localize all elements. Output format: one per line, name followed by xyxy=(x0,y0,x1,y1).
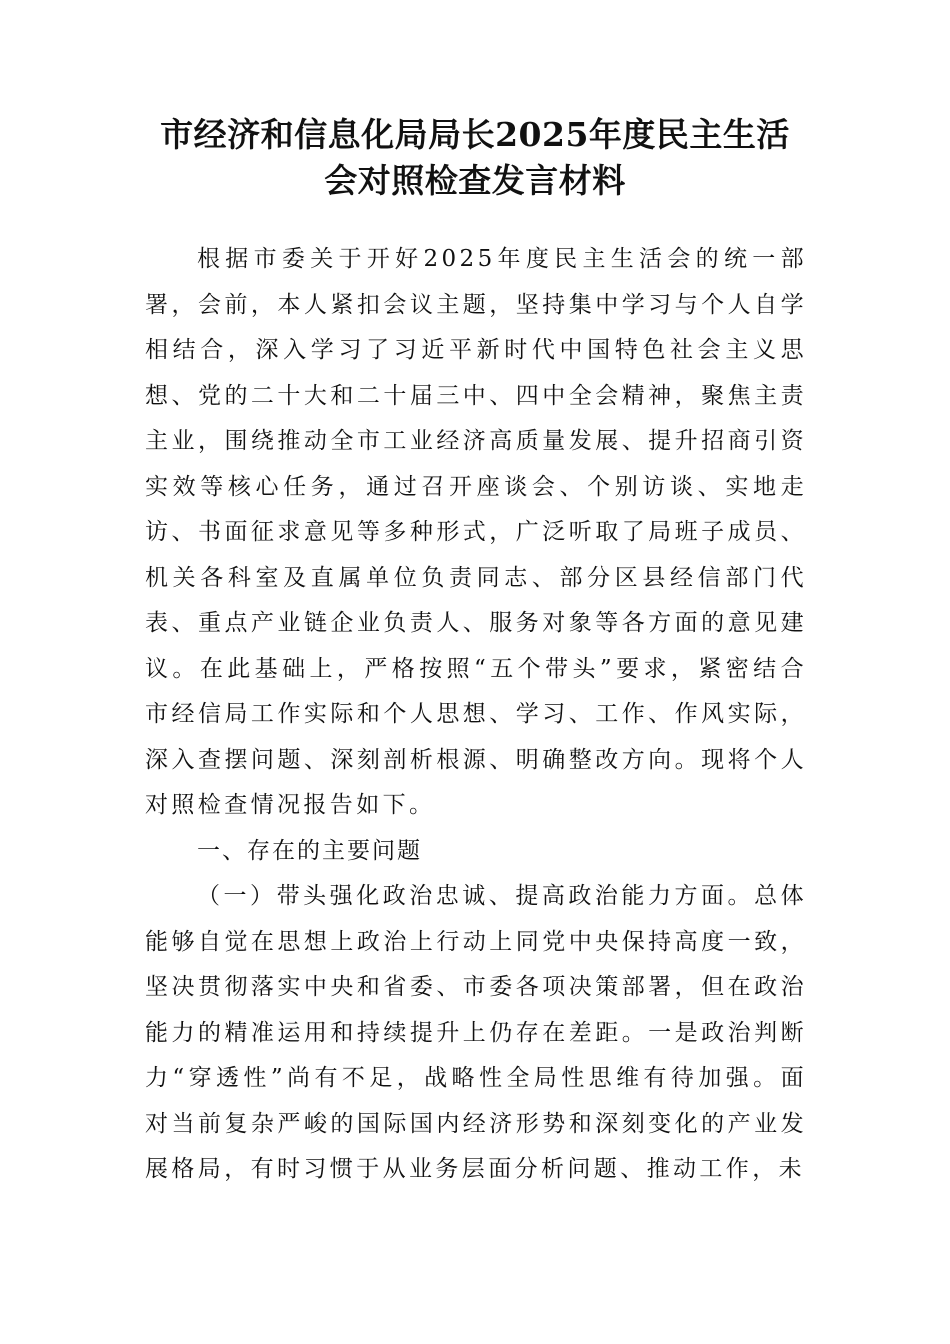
title-line-2: 会对照检查发言材料 xyxy=(324,161,626,200)
intro-paragraph: 根据市委关于开好2025年度民主生活会的统一部署，会前，本人紧扣会议主题，坚持集中学习与个人自学相结合，深入学习了习近平新时代中国特色社会主义思想、党的二十大和二十届三中、四中全会精神，聚焦主责主业，围绕推动全市工业经济高质量发展、提升招商引资实效等核心任务，通过召开座谈会、个别访谈、实地走访、书面征求意见等多种形式，广泛听取了局班子成员、机关各科室及直属单位负责同志、部分区县经信部门代表、重点产业链企业负责人、服务对象等各方面的意见建议。在此基础上，严格按照“五个带头”要求，紧密结合市经信局工作实际和个人思想、学习、工作、作风实际，深入查摆问题、深刻剖析根源、明确整改方向。现将个人对照检查情况报告如下。 xyxy=(145,246,807,818)
document-title xyxy=(130,112,820,204)
document-body xyxy=(145,237,807,1193)
title-line-1: 市经济和信息化局局长2025年度民主生活 xyxy=(160,115,790,154)
subsection-paragraph: （一）带头强化政治忠诚、提高政治能力方面。总体能够自觉在思想上政治上行动上同党中央保持高度一致，坚决贯彻落实中央和省委、市委各项决策部署，但在政治能力的精准运用和持续提升上仍存在差距。一是政治判断力“穿透性”尚有不足，战略性全局性思维有待加强。面对当前复杂严峻的国际国内经济形势和深刻变化的产业发展格局，有时习惯于从业务层面分析问题、推动工作，未 xyxy=(145,883,807,1182)
section-heading: 一、存在的主要问题 xyxy=(197,837,422,864)
